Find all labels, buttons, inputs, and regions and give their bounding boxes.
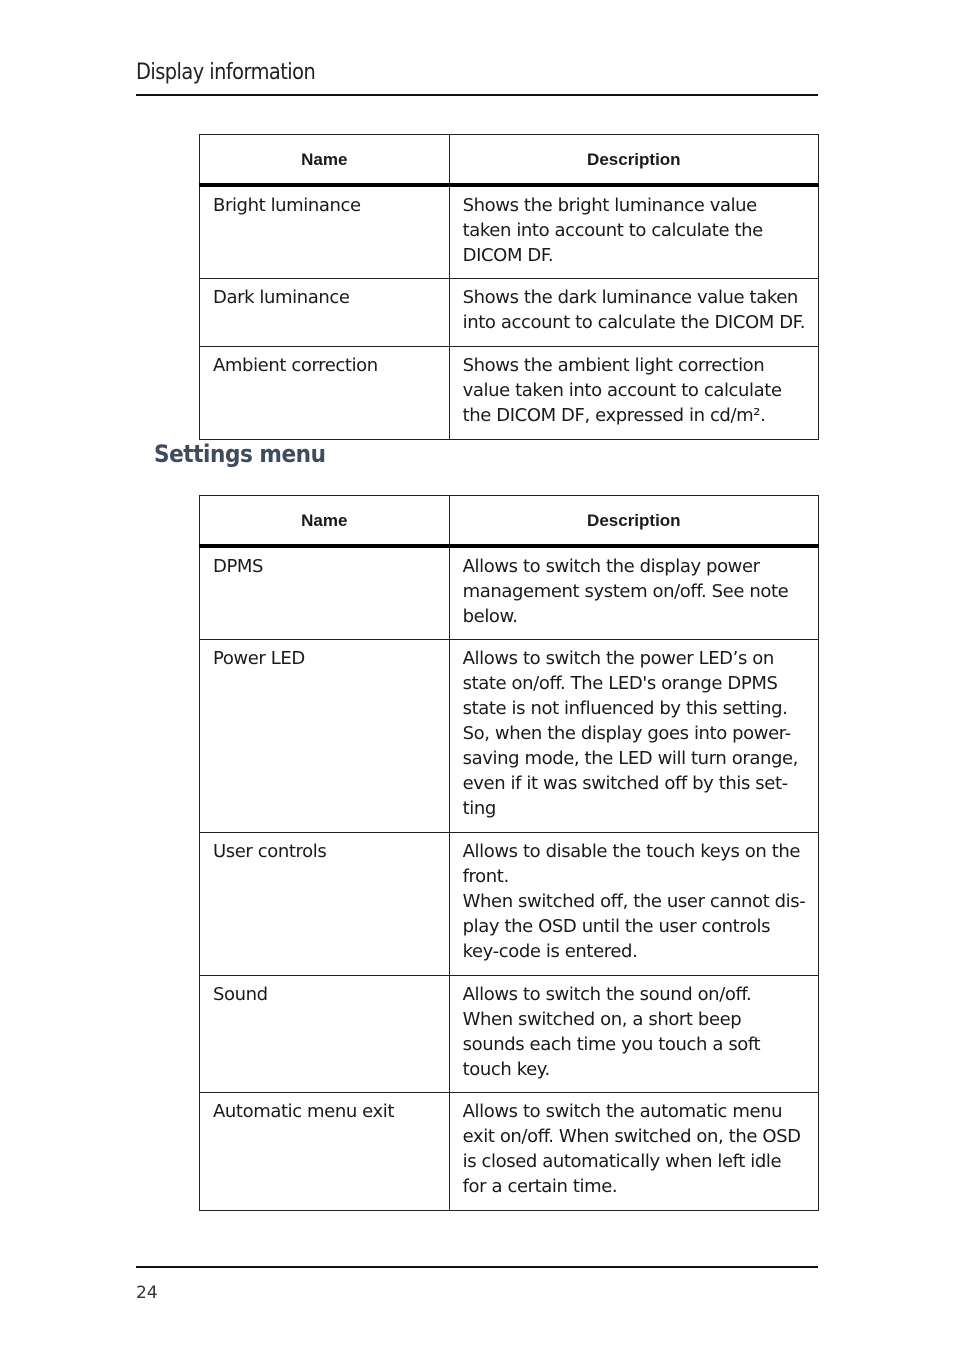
table-row [200, 347, 819, 440]
page-header [136, 58, 818, 96]
table-row [200, 279, 819, 347]
row-name: DPMS [200, 546, 450, 640]
row-name: Bright luminance [200, 185, 450, 279]
table-row [200, 185, 819, 279]
row-name: Ambient correction [200, 347, 450, 440]
section-heading: Settings menu [154, 440, 326, 468]
row-description: Allows to switch the power LED’s on state on/off. The LED's orange DPMS state is not influenced by this setting. So, when the display goes into power-saving mode, the LED will turn orange, even if it was switched off by this set-ting [449, 640, 818, 833]
table-row [200, 833, 819, 976]
row-description: Shows the bright luminance value taken into account to calculate the DICOM DF. [449, 185, 818, 279]
table-row [200, 546, 819, 640]
row-name: Sound [200, 976, 450, 1093]
row-name: Automatic menu exit [200, 1093, 450, 1211]
page-header-title: Display information [136, 60, 316, 85]
description-line: When switched off, the user cannot dis-play the OSD until the user controls key-code is entered. [462, 891, 806, 962]
row-description [449, 976, 818, 1093]
row-description: Shows the dark luminance value taken into account to calculate the DICOM DF. [449, 279, 818, 347]
row-name: Dark luminance [200, 279, 450, 347]
table-header-row [200, 496, 819, 547]
description-line: Allows to switch the sound on/off. [462, 984, 752, 1005]
table-header-row [200, 135, 819, 186]
row-description: Shows the ambient light correction value taken into account to calculate the DICOM DF, expressed in cd/m². [449, 347, 818, 440]
column-header-description: Description [449, 135, 818, 186]
table-row [200, 1093, 819, 1211]
description-line: When switched on, a short beep sounds each time you touch a soft touch key. [462, 1009, 761, 1080]
settings-menu-table [199, 495, 819, 1211]
row-description: Allows to switch the automatic menu exit on/off. When switched on, the OSD is closed automatically when left idle for a certain time. [449, 1093, 818, 1211]
row-name: User controls [200, 833, 450, 976]
column-header-name: Name [200, 496, 450, 547]
description-line: Allows to disable the touch keys on the front. [462, 841, 801, 887]
page-footer-rule [136, 1266, 818, 1268]
table-row [200, 640, 819, 833]
display-info-table [199, 134, 819, 440]
page-number: 24 [136, 1283, 158, 1303]
column-header-name: Name [200, 135, 450, 186]
row-name: Power LED [200, 640, 450, 833]
column-header-description: Description [449, 496, 818, 547]
table-row [200, 976, 819, 1093]
row-description [449, 833, 818, 976]
row-description: Allows to switch the display power management system on/off. See note below. [449, 546, 818, 640]
